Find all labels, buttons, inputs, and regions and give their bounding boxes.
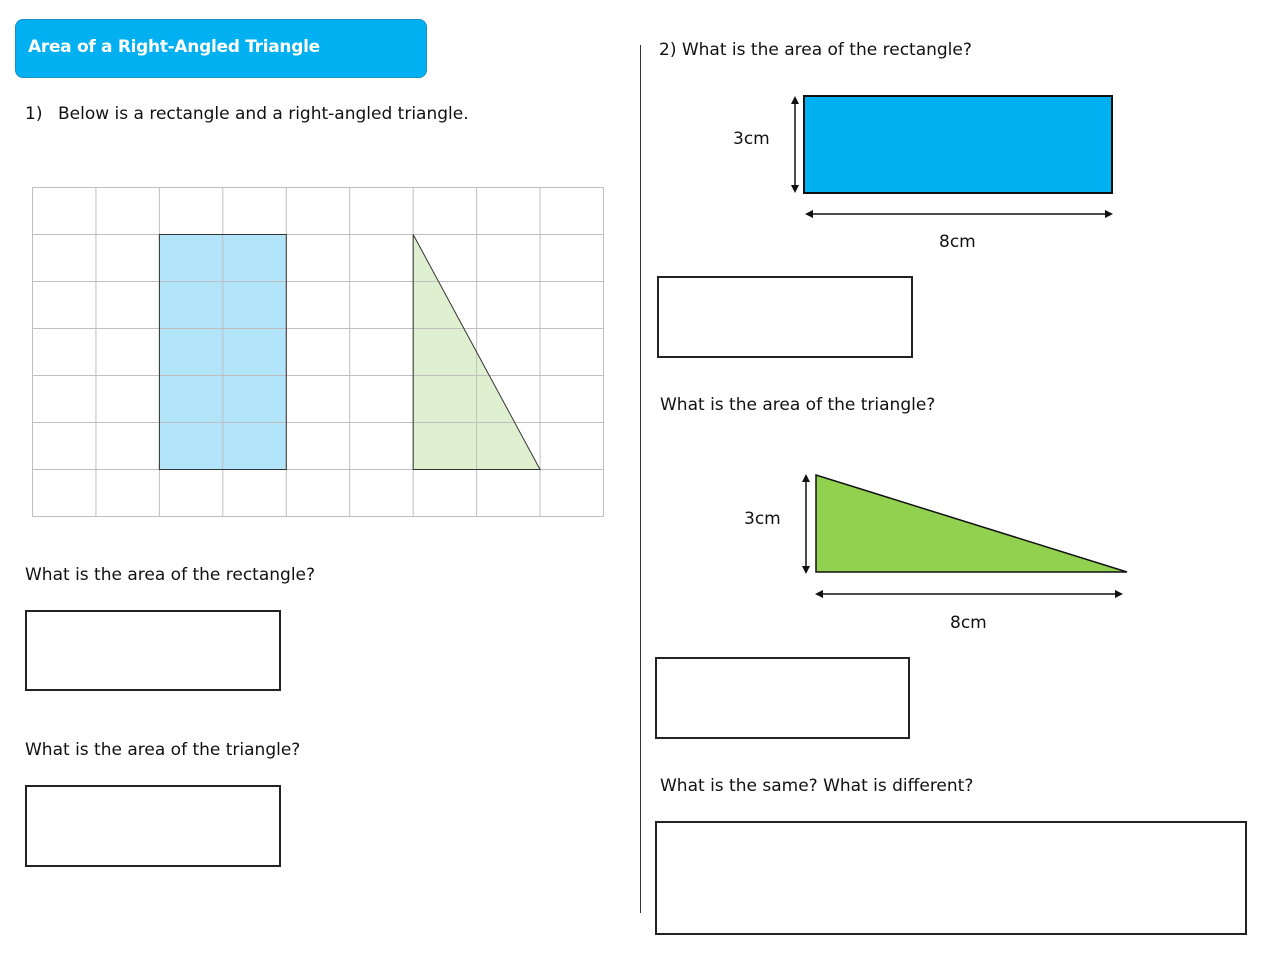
q2-triangle-base-label: 8cm xyxy=(950,613,987,633)
q2-rectangle-shape xyxy=(804,96,1112,193)
worksheet-title: Area of a Right-Angled Triangle xyxy=(28,37,320,57)
q1-rectangle-prompt: What is the area of the rectangle? xyxy=(25,565,316,585)
q2-triangle-height-label: 3cm xyxy=(744,509,781,529)
q1-triangle-prompt: What is the area of the triangle? xyxy=(25,740,301,760)
q1-rectangle-answer-box[interactable] xyxy=(25,610,281,691)
column-divider xyxy=(640,45,641,913)
compare-prompt: What is the same? What is different? xyxy=(660,776,974,796)
q2-triangle-answer-box[interactable] xyxy=(655,657,910,739)
title-banner xyxy=(15,19,427,78)
question-1-text: Below is a rectangle and a right-angled triangle. xyxy=(58,104,469,124)
square-grid xyxy=(32,187,604,517)
q2-triangle-diagram xyxy=(795,468,1135,608)
q2-triangle-shape xyxy=(816,475,1127,572)
q2-rectangle-height-label: 3cm xyxy=(733,129,770,149)
q1-triangle-answer-box[interactable] xyxy=(25,785,281,867)
q2-rectangle-diagram xyxy=(785,88,1125,228)
question-1-number: 1) xyxy=(25,104,43,124)
q2-rectangle-prompt: 2) What is the area of the rectangle? xyxy=(659,40,972,60)
q2-rectangle-answer-box[interactable] xyxy=(657,276,913,358)
q2-rectangle-width-label: 8cm xyxy=(939,232,976,252)
q2-triangle-prompt: What is the area of the triangle? xyxy=(660,395,936,415)
compare-answer-box[interactable] xyxy=(655,821,1247,935)
